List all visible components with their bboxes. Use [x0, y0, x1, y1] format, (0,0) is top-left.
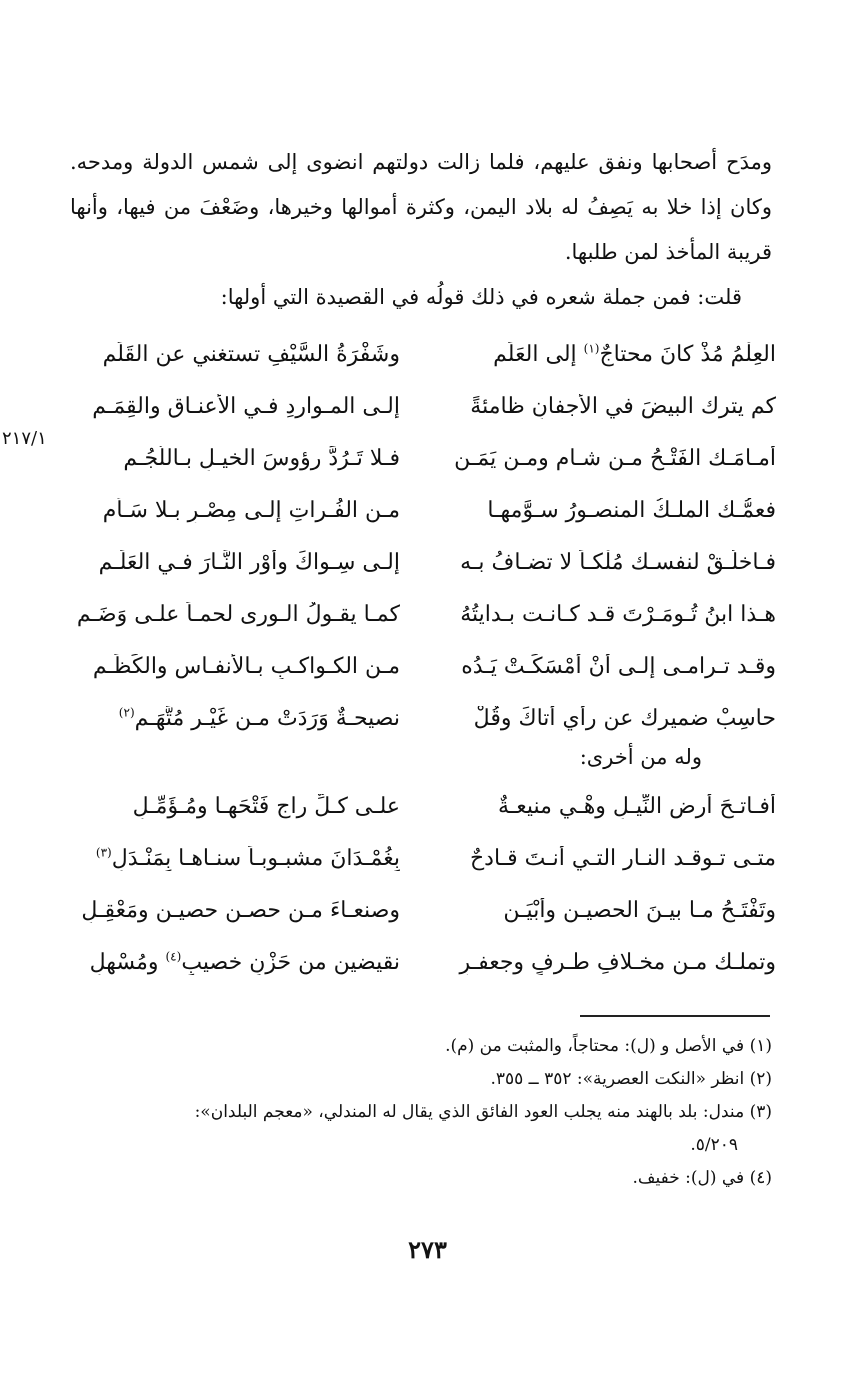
footnote-3-continued: ٥/٢٠٩. — [690, 1135, 738, 1155]
hemistich-right: كم يترك البيضَ في الأجفانِ ظامئةً — [470, 393, 776, 419]
footnote-marker[interactable]: (١) — [583, 341, 600, 356]
hemistich-left: مـن الفُـراتِ إلـى مِصْـرٍ بـلا سَـأَمِ — [102, 497, 400, 523]
poem-first — [70, 328, 776, 744]
footnote-2: (٢) انظر «النكت العصرية»: ٣٥٢ ــ ٣٥٥. — [490, 1069, 772, 1089]
hemistich-left: إلـى سِـواكَ وأَوْرِ النَّـارَ فـي العَلَـمِ — [98, 549, 400, 575]
verse — [70, 884, 776, 936]
hemistich-right: أفـاتـحَ أرضِ النِّيـلِ وهْـي منيعـةٌ — [498, 793, 776, 819]
hemistich-right: متـى تـوقـد النـار التـي أنـتَ قـادحٌ — [469, 845, 776, 871]
hemistich-right: أمـامَـك الفَتْـحُ مـن شـامٍ ومـن يَمَـنٍ — [454, 445, 776, 471]
hemistich-right: العِلْمُ مُذْ كانَ محتاجٌ$^{(١)}$ إلى العَلَمِ — [493, 341, 776, 367]
verse — [70, 484, 776, 536]
hemistich-right: فعمُّـك الملـكُ المنصـورُ سـوَّمهـا — [487, 497, 776, 523]
hemistich-left: مـن الكـواكـبِ بـالأنفـاسِ والكَظَـمِ — [92, 653, 400, 679]
hemistich-right: حاسِبْ ضميرك عن رأيٍ أتاكَ وقُلْ — [473, 705, 776, 731]
poem-second — [70, 780, 776, 988]
footnote-3: (٣) مندل: بلد بالهند منه يجلب العود الفائق الذي يقال له المندلي، «معجم البلدان»: — [194, 1102, 772, 1122]
footnote-marker[interactable]: (٤) — [165, 949, 182, 964]
hemistich-right: هـذا ابنُ تُـومَـرْتَ قـد كـانـت بـدايتُهُ — [460, 601, 776, 627]
poem-second-intro: وله من أخرى: — [579, 745, 702, 769]
verse — [70, 328, 776, 380]
verse — [70, 432, 776, 484]
footnote-marker[interactable]: (٣) — [95, 845, 112, 860]
prose-paragraph-2: قلت: فمن جملة شعره في ذلك قولُه في القصيدة التي أولها: — [220, 285, 742, 309]
hemistich-right: وقـد تـرامـى إلـى أنْ أَمْسَكَـتْ يَـدُه — [461, 653, 776, 679]
verse — [70, 832, 776, 884]
prose-paragraph-1: ومدَح أصحابها ونفق عليهم، فلما زالت دولتهم انضوى إلى شمس الدولة ومدحه. وكان إذا خلا به يَصِفُ له بلاد اليمن، وكثرة أموالها وخيرها، وضَعْفَ من فيها، وأنها قريبة المأخذ لمن طلبها. — [70, 150, 772, 264]
hemistich-left: وشَفْرَةُ السَّيْفِ تستغني عن القَلَمِ — [102, 341, 400, 367]
verse — [70, 536, 776, 588]
hemistich-left: فـلا تَـرُدَّ رؤوسَ الخيـلِ بـاللُّجُـمِ — [123, 445, 400, 471]
verse — [70, 936, 776, 988]
hemistich-right: وتَفْتَـحُ مـا بيـنَ الحصيـنِ وأبْيَـنٍ — [503, 897, 776, 923]
page-number: ٢٧٣ — [408, 1235, 447, 1264]
prose-block — [70, 140, 772, 320]
verse — [70, 640, 776, 692]
hemistich-left: وصنعـاءَ مـن حصـنٍ حصيـنٍ ومَعْقِـلِ — [81, 897, 400, 923]
hemistich-left: كمـا يقـولُ الـورى لحمـاً علـى وَضَـمِ — [76, 601, 400, 627]
footnotes — [70, 1030, 772, 1195]
footnote-marker[interactable]: (٢) — [118, 705, 135, 720]
hemistich-left: نقيضين من حَزْنٍ خصيبٍ$^{(٤)}$ ومُسْهلِ — [89, 949, 400, 975]
hemistich-left: إلـى المـواردِ فـي الأعنـاقِ والقِمَـمِ — [92, 393, 400, 419]
footnote-4: (٤) في (ل): خفيف. — [632, 1168, 772, 1188]
verse — [70, 780, 776, 832]
hemistich-right: وتملـك مـن مخـلافِ طـرفٍ وجعفـرٍ — [459, 949, 776, 975]
footnote-1: (١) في الأصل و (ل): محتاجاً، والمثبت من (م). — [445, 1036, 772, 1056]
verse — [70, 588, 776, 640]
hemistich-right: فـاخلُـقْ لنفسـك مُلْكـاً لا تضـافُ بـه — [460, 549, 776, 575]
hemistich-left: علـى كـلِّ راجٍ فَتْحَهـا ومُـؤَمِّـلِ — [132, 793, 400, 819]
hemistich-left: نصيحـةٌ وَرَدَتْ مـن غَيْـرِ مُتَّهَـمِ$^{(٢)}$ — [118, 705, 400, 731]
margin-reference: ٢١٧/١ — [2, 428, 47, 449]
verse — [70, 380, 776, 432]
hemistich-left: بِغُمْـدَانَ مشبـوبـاً سنـاهـا بِمَنْـدَلِ$^{(٣)}$ — [95, 845, 400, 871]
footnote-separator — [580, 1015, 770, 1017]
